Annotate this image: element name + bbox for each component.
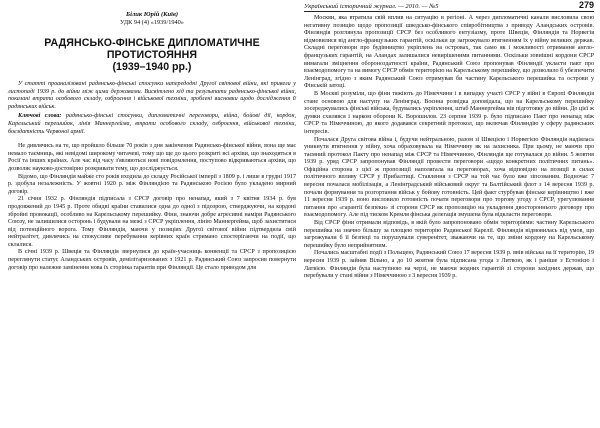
paragraph: 21 січня 1932 р. Фінляндія підписала з СРСР договір про ненапад, який з 7 квітня 1934 р. був продовжений до 1945 р. Проте обидві країни ставилися одна до одної з підозрою, стверджуючи, на кордоні збройні провокації, особливо на Карельському перешийку. Фіни, знаючи добре агресивні наміри Радянського Союзу, не залишилися осторонь і будували на межі з СРСР укріплення, лінію Маннергейма, щоб захиститися від потенційного ворога. Тому Фінляндія, маючи у позиціях Другої світової війни підтвердила свій нейтралітет, дивлячись на спокусливе перебування керівних країн стримано спостерігаючи на події, що склалися. <box>8 196 296 248</box>
left-body-text <box>8 143 296 272</box>
keywords <box>8 113 296 136</box>
running-header <box>304 0 594 12</box>
paragraph: В січні 1939 р. Швеція та Фінляндія звернулися до країн-учасниць конвенції та СРСР з пропозицією переглянути статус Аландських островів, демілітаризованих з 1921 р. Радянський Союз запросив повернути договір про належне замінення нова їх сторінка гарантів при Фінляндії. Це стало приводом для <box>8 249 296 271</box>
page-number: 279 <box>578 0 594 10</box>
paragraph: Відомо, що Фінляндія майже сто років входила до складу Російської імперії з 1809 р. і лише в грудні 1917 р. здобула незалежність. У жовтні 1920 р. між Фінляндією та Радянською Росією було укладено мирний договір. <box>8 173 296 195</box>
running-head-title: Український історичний журнал. — 2010. — №5 <box>304 3 439 10</box>
paragraph: Москви, яка втратила свій вплив на ситуацію в регіоні. А через дипломатичні канали висловила свою негативну позицію щодо пропозиції шведсько-фінського співробітництва з приводу Аландських островів. Фінляндія розглянула пропозиції СРСР без особливого ентузіазму, проте Швеція, Фінляндія та Норвегія відмовилися від англо-французьких гарантій, оскільки це загрожувало втягненням їх у війну великих держав. Складні переговори про будівництво укріплень на островах, так само як і можливості отримання англо-французьких гарантій, на Аландах залишалися невирішеними питаннями. Оскільки зовнішні кордони СРСР вимагали зміцнення обороноздатності країни, Радянський Союз пропонував Фінляндії укласти пакт про взаємодопомогу та на вимогу СРСР обмін територією на Карельському перешийку, що дозволило б убезпечити Ленінград, згідно з яким Радянський Союз отримував би частину Карельського перешийка та острови у Фінській затоці. <box>304 15 594 90</box>
article-subtitle: (1939–1940 рр.) <box>112 61 192 73</box>
paragraph: В Москві розуміли, що фіни тяжіють до Німеччини і в випадку участі СРСР у війні в Європі Фінляндія стане основою для наступу на Ленінград. Воєнна розвідка доповідала, що на Карельському перешийку зосереджувались фінські війська, будувались укріплення, штаб Маннергейма вів підготовку до війни. До цієї ж думки схилявся і нарком оборони К. Ворошилов. 23 серпня 1939 р. було підписано Пакт про ненапад між СРСР та Німеччиною, до якого додавався секретний протокол, що включав Фінляндію у сферу радянських інтересів. <box>304 90 594 135</box>
keywords-text: радянсько-фінські стосунки, дипломатичні переговори, війна, бойові дії, кордон, Карельський перешийок, лінія Маннергейма, втрати особового складу, озброєння, військової техніки, боєздатність Червоної армії. <box>8 113 297 135</box>
paragraph: Від СРСР фіни отримали відповідь, в якій було запропоновано обмін територіями: частину Карельського перешийка на значно більшу за площею територію Радянської Карелії. Фінляндія відмовилась від умов, що загрожували б її безпеці та порушували суверенітет, зважаючи на те, що зміни кордону на Карельському перешийку було неприйнятним. <box>304 220 594 249</box>
right-column <box>304 0 594 281</box>
paragraph: Почались масштабні події з Польщею, Радянський Союз 17 вересня 1939 р. ввів війська на її територію, 19 вересня 1939 р. зайняв Вільно, а до 10 жовтня була підписана угода з Литвою, як і раніше з Естонією і Латвією. Фінляндія була наступною на черзі, не маючи жодних гарантій зі сторони західних держав, що перебували у стані війни з Німеччиною з 3 вересня 1939 р. <box>304 250 594 280</box>
keywords-label: Ключові слова: <box>18 113 62 120</box>
paragraph: Не дивлячись на те, що пройшло більше 70 років з дня закінчення Радянсько-фінської війни, вона ще має немало таємниць, які невідомі широкому читачеві, тому що ще до цього розкриті всі архіви, що знаходяться в Росії та інших країнах. Але час від часу з'являються нові повідомлення, поступово відкриваються архіви, що дозволяє науково-достовірно розкривати тему, що досліджується. <box>8 143 296 172</box>
author-name: Білик Юрій (Київ) <box>125 11 179 18</box>
udk-code: УДК 94 (4) «1939/1940» <box>120 19 184 26</box>
abstract: У статті проаналізовані радянсько-фінські стосунки напередодні Другої світової війни, які привели у листопаді 1939 р. до війни між цими державами. Висвітлено хід та результати радянсько-фінської війни, показані втрати особового складу, озброєння і військової техніки, зроблені висновки щодо дослідження її радянських військ. <box>8 81 296 110</box>
left-column <box>8 4 296 272</box>
article-title: РАДЯНСЬКО-ФІНСЬКЕ ДИПЛОМАТИЧНЕ ПРОТИСТОЯННЯ <box>44 37 260 61</box>
paragraph: Почалася Друга світова війна і, будучи нейтральною, разом зі Швецією і Норвегією Фінляндія надіялась уникнути втягнення у війну, хоча обраховувала на Німеччину як на захисника. При цьому, не маючи про таємний протокол Пакту про ненапад між СРСР та Німеччиною, Фінляндія ще готувалася до війни. 5 жовтня 1939 р. уряд СРСР запропонував Фінляндії провести переговори «щодо конкретних політичних питань». Офіційна сторона з цієї ж пропозиції наполягала на переговорах, хоча відповідно на позиції в силах політичного впливу СРСР у Прибалтиці. Ставлення з СРСР на той час було вже зіпсованим. Водночас 7 вересня почалася мобілізація, а Ленінградський військовий округ та Балтійський флот з 14 вересня 1939 р. почали формування та розгортання військ у бойову готовність. Цей факт стурбував фінське керівництво і вже 11 вересня 1939 р. воно висловило готовність почати переговори про торгову угоду з СРСР, урегулювання питання про «гарантії безпеки» зі сторони СРСР як пропозицію на укладення двостороннього договору про взаємодопомогу. Але під тиском Кремля фінська делегація змушена була відкласти переговори. <box>304 136 594 219</box>
